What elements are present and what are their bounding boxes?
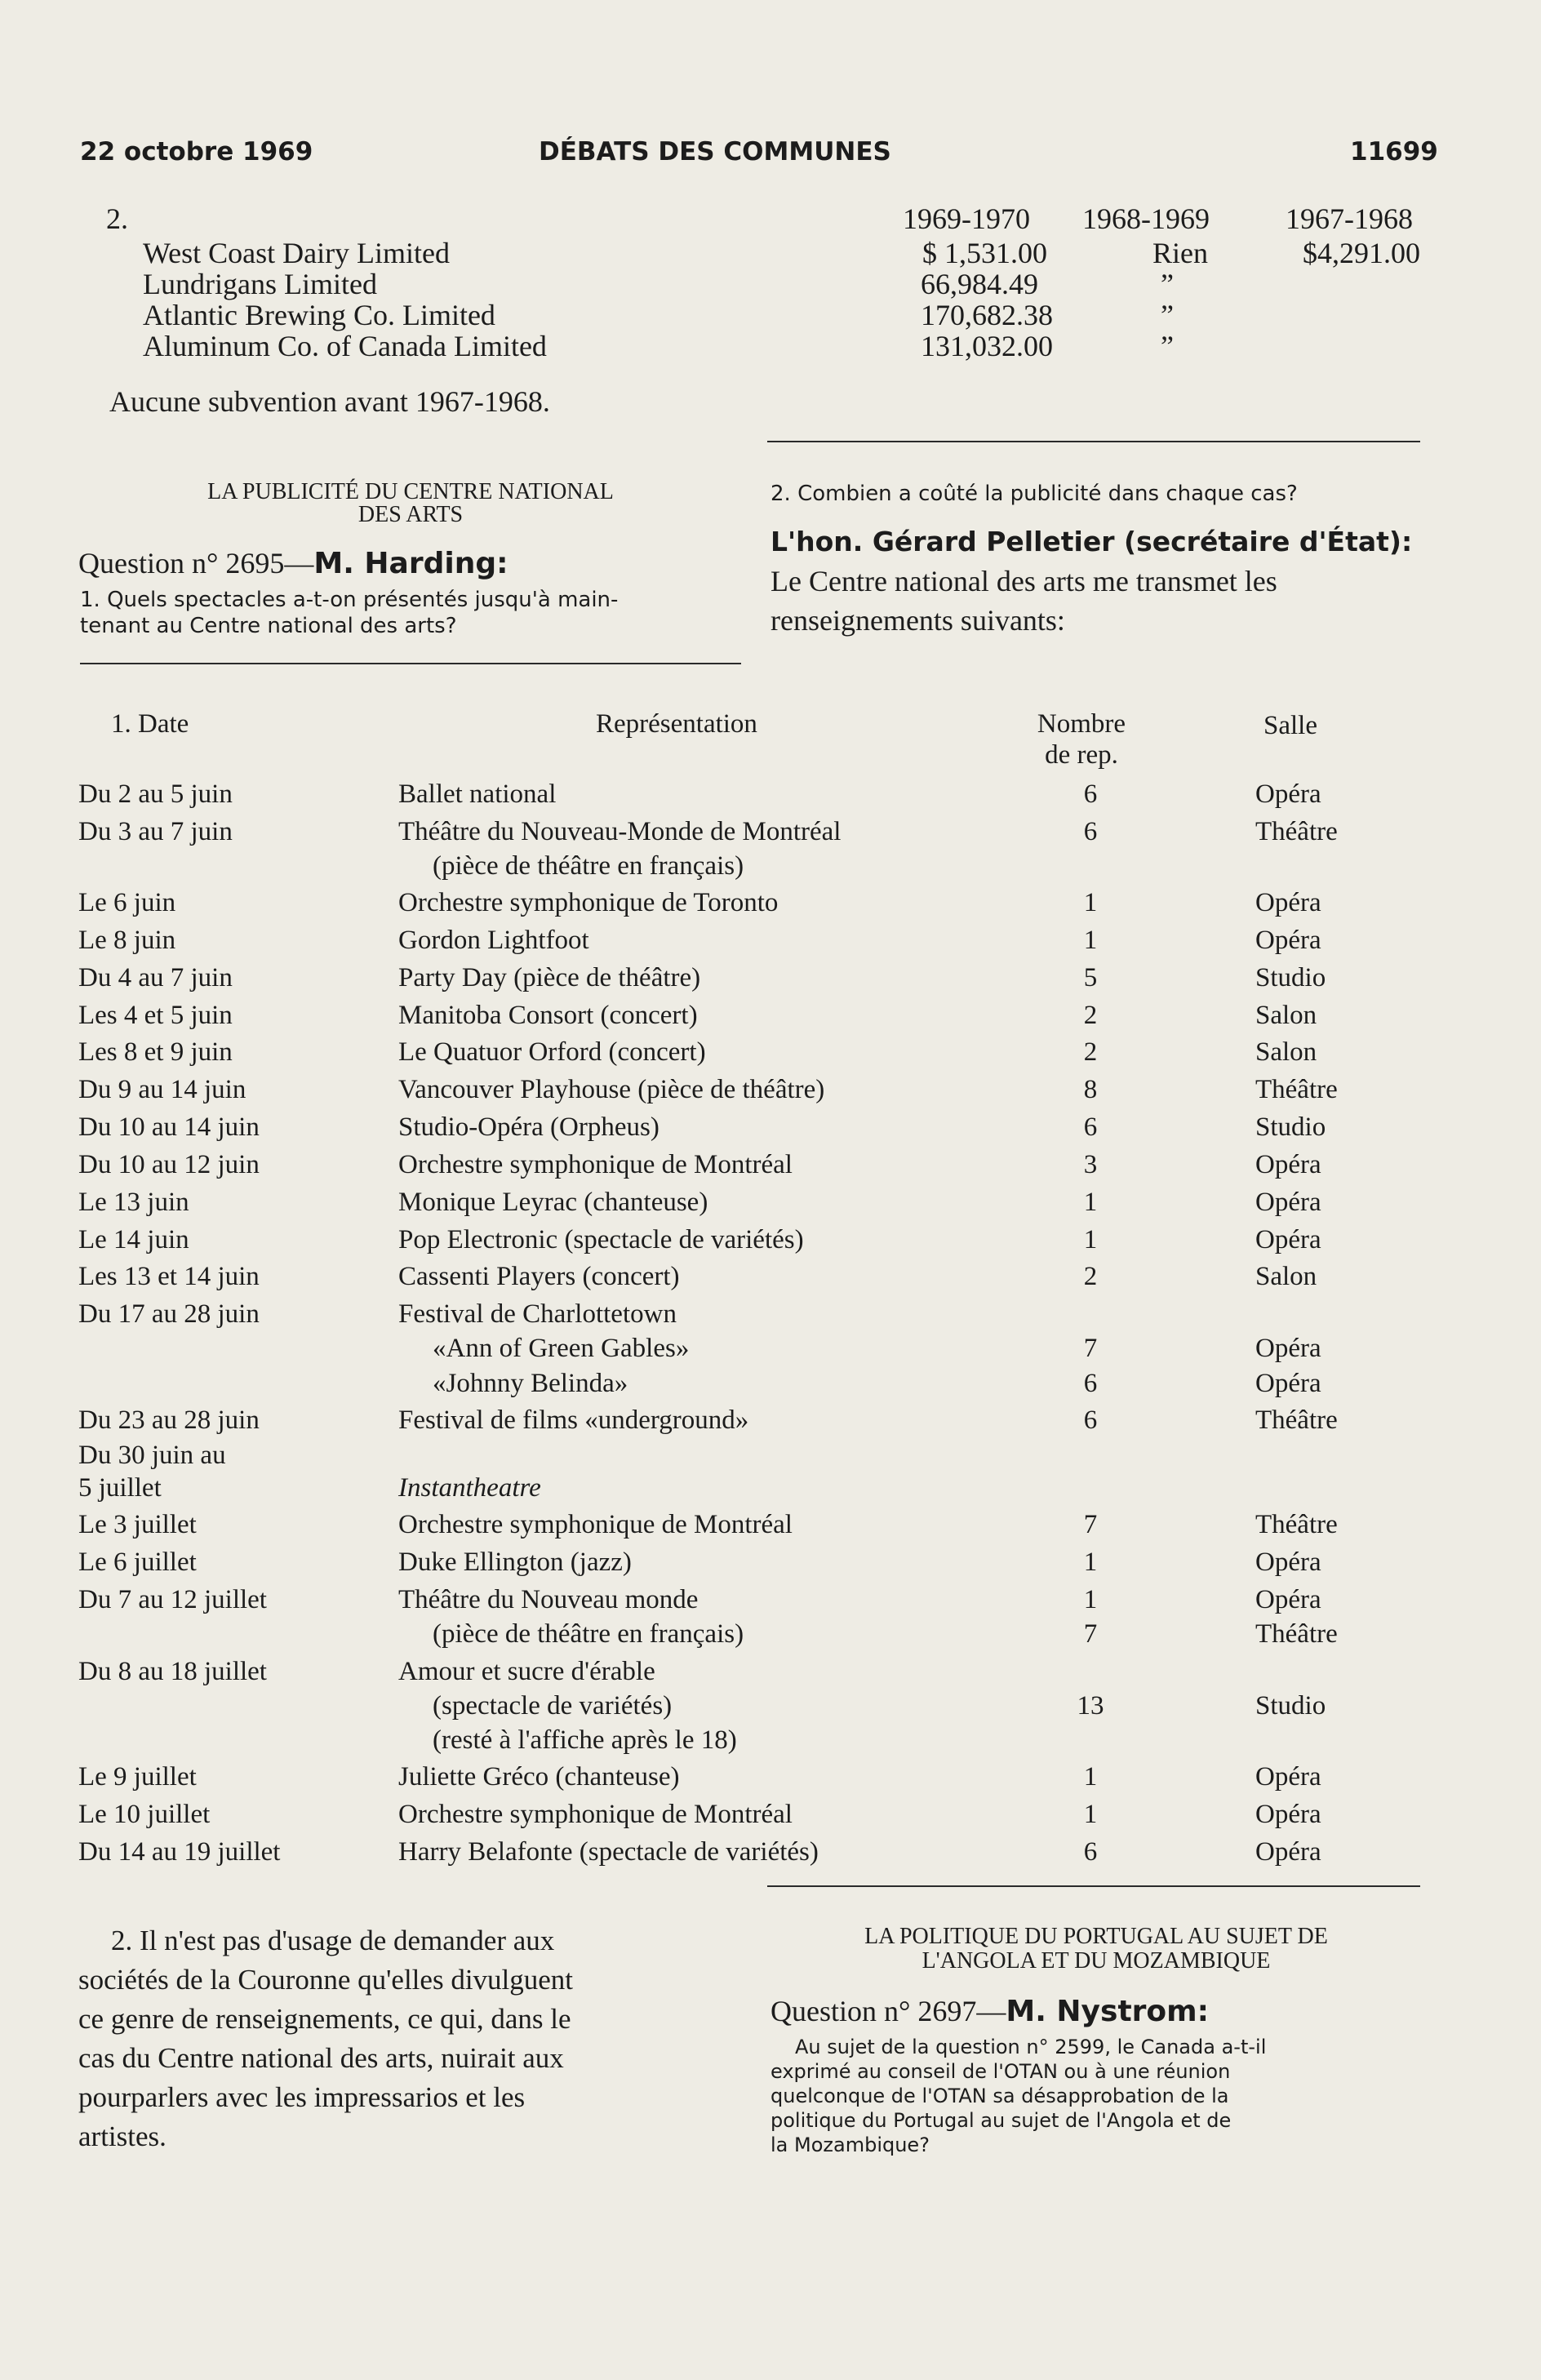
amount-1968: ” xyxy=(1161,268,1174,300)
table-row xyxy=(0,1001,1541,1033)
table-row xyxy=(0,1657,1541,1690)
show-count: 1 xyxy=(1083,1800,1098,1829)
paragraph-line: sociétés de la Couronne qu'elles divulguent xyxy=(78,1964,574,1996)
show-date: Le 8 juin xyxy=(78,926,176,955)
show-hall: Théâtre xyxy=(1255,817,1338,846)
show-count: 6 xyxy=(1083,779,1098,809)
show-title: Festival de Charlottetown xyxy=(398,1299,677,1329)
table-row xyxy=(0,1188,1541,1220)
paragraph-line: artistes. xyxy=(78,2120,167,2152)
table-row xyxy=(0,1441,1541,1473)
table-row xyxy=(0,1691,1541,1724)
question-member: M. Nystrom: xyxy=(1006,1995,1210,2028)
show-title: Orchestre symphonique de Montréal xyxy=(398,1510,793,1539)
show-count: 7 xyxy=(1083,1334,1098,1363)
show-date: Du 7 au 12 juillet xyxy=(78,1585,267,1614)
table-row xyxy=(0,1262,1541,1294)
show-hall: Opéra xyxy=(1255,1188,1321,1217)
paragraph-line: 2. Il n'est pas d'usage de demander aux xyxy=(111,1925,555,1956)
table-row xyxy=(0,1762,1541,1795)
show-count: 1 xyxy=(1083,1547,1098,1577)
show-title: Juliette Gréco (chanteuse) xyxy=(398,1762,680,1792)
show-title: (pièce de théâtre en français) xyxy=(433,1619,744,1649)
section-heading: LA PUBLICITÉ DU CENTRE NATIONAL xyxy=(207,479,614,504)
col-header-count-line2: de rep. xyxy=(1045,740,1118,770)
table-row xyxy=(0,1510,1541,1543)
amount-1967: $4,291.00 xyxy=(1303,237,1420,269)
show-date: Le 6 juin xyxy=(78,888,176,917)
answer-text-cont: renseignements suivants: xyxy=(770,604,1065,637)
paragraph-line: ce genre de renseignements, ce qui, dans le xyxy=(78,2003,571,2035)
show-date: Le 14 juin xyxy=(78,1225,189,1254)
show-hall: Opéra xyxy=(1255,1334,1321,1363)
question-text-line: exprimé au conseil de l'OTAN ou à une réunion xyxy=(770,2060,1231,2083)
section-heading: LA POLITIQUE DU PORTUGAL AU SUJET DE xyxy=(864,1924,1328,1949)
show-count: 1 xyxy=(1083,926,1098,955)
show-date: Du 9 au 14 juin xyxy=(78,1075,246,1104)
show-date: Le 13 juin xyxy=(78,1188,189,1217)
show-count: 1 xyxy=(1083,1762,1098,1792)
show-date: Du 2 au 5 juin xyxy=(78,779,233,809)
table-row xyxy=(0,888,1541,921)
show-title: Cassenti Players (concert) xyxy=(398,1262,680,1291)
table-row xyxy=(0,926,1541,958)
answer-speaker: L'hon. Gérard Pelletier (secrétaire d'État): xyxy=(770,526,1413,557)
show-date: 5 juillet xyxy=(78,1473,162,1503)
show-hall: Opéra xyxy=(1255,926,1321,955)
amount-1968: ” xyxy=(1161,330,1174,362)
show-title: Manitoba Consort (concert) xyxy=(398,1001,698,1030)
table-row xyxy=(0,1037,1541,1070)
company-name: West Coast Dairy Limited xyxy=(143,237,451,269)
show-count: 7 xyxy=(1083,1619,1098,1649)
amount-1968: Rien xyxy=(1152,237,1208,269)
header-page-number: 11699 xyxy=(1350,137,1438,167)
show-hall: Théâtre xyxy=(1255,1075,1338,1104)
table-row xyxy=(0,1585,1541,1618)
show-count: 6 xyxy=(1083,1837,1098,1867)
col-header-count: Nombre xyxy=(1037,709,1126,739)
show-title: Ballet national xyxy=(398,779,557,809)
show-hall: Salon xyxy=(1255,1001,1317,1030)
table-row xyxy=(0,963,1541,996)
show-date: Du 23 au 28 juin xyxy=(78,1405,260,1435)
question-line xyxy=(78,547,508,580)
table-row xyxy=(0,1075,1541,1108)
show-date: Du 3 au 7 juin xyxy=(78,817,233,846)
table-row xyxy=(0,851,1541,884)
show-hall: Studio xyxy=(1255,1112,1326,1142)
show-title: Orchestre symphonique de Montréal xyxy=(398,1150,793,1179)
section-heading-line2: L'ANGOLA ET DU MOZAMBIQUE xyxy=(921,1948,1271,1974)
show-title: Party Day (pièce de théâtre) xyxy=(398,963,701,992)
divider xyxy=(767,441,1420,442)
table-row xyxy=(0,1150,1541,1183)
show-count: 2 xyxy=(1083,1262,1098,1291)
amount-1969: 131,032.00 xyxy=(921,330,1053,362)
show-title: Le Quatuor Orford (concert) xyxy=(398,1037,706,1067)
show-date: Le 10 juillet xyxy=(78,1800,211,1829)
question-text-line: Au sujet de la question n° 2599, le Canada a-t-il xyxy=(795,2036,1267,2058)
show-date: Du 14 au 19 juillet xyxy=(78,1837,281,1867)
section-heading-line2: DES ARTS xyxy=(357,502,464,527)
table-row xyxy=(0,1837,1541,1870)
show-title: «Ann of Green Gables» xyxy=(433,1334,690,1363)
paragraph-line: pourparlers avec les impressarios et les xyxy=(78,2081,526,2113)
show-title: (resté à l'affiche après le 18) xyxy=(433,1725,737,1755)
top-table-header-1967: 1967-1968 xyxy=(1286,202,1413,235)
table-row xyxy=(0,817,1541,850)
show-date: Du 10 au 14 juin xyxy=(78,1112,260,1142)
question-1-cont: tenant au Centre national des arts? xyxy=(80,614,457,638)
show-date: Du 8 au 18 juillet xyxy=(78,1657,267,1686)
show-title: (spectacle de variétés) xyxy=(433,1691,673,1721)
show-count: 6 xyxy=(1083,1369,1098,1398)
show-count: 2 xyxy=(1083,1037,1098,1067)
top-table-header-1969: 1969-1970 xyxy=(903,202,1030,235)
show-title: Monique Leyrac (chanteuse) xyxy=(398,1188,708,1217)
show-title: Duke Ellington (jazz) xyxy=(398,1547,632,1577)
show-count: 1 xyxy=(1083,1585,1098,1614)
table-row xyxy=(0,1473,1541,1506)
table-row xyxy=(0,1369,1541,1401)
table-row xyxy=(0,1112,1541,1145)
table-row xyxy=(0,1299,1541,1332)
show-hall: Opéra xyxy=(1255,1762,1321,1792)
show-count: 1 xyxy=(1083,1188,1098,1217)
amount-1968: ” xyxy=(1161,299,1174,331)
show-date: Du 17 au 28 juin xyxy=(78,1299,260,1329)
show-count: 7 xyxy=(1083,1510,1098,1539)
show-title: Vancouver Playhouse (pièce de théâtre) xyxy=(398,1075,825,1104)
question-text-line: la Mozambique? xyxy=(770,2134,930,2156)
show-hall: Salon xyxy=(1255,1262,1317,1291)
amount-1969: 170,682.38 xyxy=(921,299,1053,331)
show-hall: Opéra xyxy=(1255,1800,1321,1829)
paragraph-line: cas du Centre national des arts, nuirait aux xyxy=(78,2042,564,2074)
col-header-date: 1. Date xyxy=(111,709,189,739)
question-number: Question n° 2697— xyxy=(770,1995,1006,2027)
show-title: Harry Belafonte (spectacle de variétés) xyxy=(398,1837,819,1867)
show-count: 5 xyxy=(1083,963,1098,992)
show-hall: Opéra xyxy=(1255,779,1321,809)
table-row xyxy=(0,1725,1541,1758)
show-date: Le 3 juillet xyxy=(78,1510,197,1539)
show-hall: Opéra xyxy=(1255,1369,1321,1398)
question-text-line: politique du Portugal au sujet de l'Angola et de xyxy=(770,2109,1232,2132)
show-title: Festival de films «underground» xyxy=(398,1405,749,1435)
show-date: Les 13 et 14 juin xyxy=(78,1262,260,1291)
col-header-hall: Salle xyxy=(1263,711,1317,740)
show-date: Le 9 juillet xyxy=(78,1762,197,1792)
top-table-header-1968: 1968-1969 xyxy=(1082,202,1210,235)
question-member: M. Harding: xyxy=(313,547,508,580)
show-hall: Studio xyxy=(1255,963,1326,992)
show-title: Instantheatre xyxy=(398,1473,541,1503)
show-hall: Opéra xyxy=(1255,1585,1321,1614)
table-row xyxy=(0,779,1541,812)
show-count: 2 xyxy=(1083,1001,1098,1030)
table-row xyxy=(0,1619,1541,1652)
show-date: Les 4 et 5 juin xyxy=(78,1001,233,1030)
show-title: Orchestre symphonique de Montréal xyxy=(398,1800,793,1829)
show-title: Gordon Lightfoot xyxy=(398,926,589,955)
show-hall: Théâtre xyxy=(1255,1510,1338,1539)
table-row xyxy=(0,1225,1541,1258)
company-name: Atlantic Brewing Co. Limited xyxy=(143,299,495,331)
table-row xyxy=(0,1800,1541,1832)
question-line xyxy=(770,1995,1209,2028)
show-title: Amour et sucre d'érable xyxy=(398,1657,655,1686)
top-table-number: 2. xyxy=(106,202,128,235)
header-title: DÉBATS DES COMMUNES xyxy=(539,137,891,167)
show-hall: Studio xyxy=(1255,1691,1326,1721)
show-count: 1 xyxy=(1083,1225,1098,1254)
show-title: (pièce de théâtre en français) xyxy=(433,851,744,881)
question-number: Question n° 2695— xyxy=(78,547,314,579)
show-count: 6 xyxy=(1083,1112,1098,1142)
show-date: Du 4 au 7 juin xyxy=(78,963,233,992)
amount-1969: $ 1,531.00 xyxy=(922,237,1047,269)
show-date: Du 10 au 12 juin xyxy=(78,1150,260,1179)
subsidy-note: Aucune subvention avant 1967-1968. xyxy=(109,385,550,418)
table-row xyxy=(0,1405,1541,1438)
table-row xyxy=(0,1334,1541,1366)
question-text-line: quelconque de l'OTAN sa désapprobation de la xyxy=(770,2085,1229,2107)
table-row xyxy=(0,1547,1541,1580)
show-hall: Opéra xyxy=(1255,1547,1321,1577)
show-hall: Théâtre xyxy=(1255,1619,1338,1649)
show-hall: Salon xyxy=(1255,1037,1317,1067)
show-title: Studio-Opéra (Orpheus) xyxy=(398,1112,659,1142)
show-title: Théâtre du Nouveau monde xyxy=(398,1585,699,1614)
show-date: Du 30 juin au xyxy=(78,1441,226,1470)
company-name: Aluminum Co. of Canada Limited xyxy=(143,330,547,362)
answer-text: Le Centre national des arts me transmet les xyxy=(770,565,1277,597)
show-count: 13 xyxy=(1077,1691,1104,1721)
divider xyxy=(80,663,741,664)
show-count: 8 xyxy=(1083,1075,1098,1104)
show-count: 6 xyxy=(1083,817,1098,846)
show-title: Pop Electronic (spectacle de variétés) xyxy=(398,1225,804,1254)
show-count: 6 xyxy=(1083,1405,1098,1435)
show-count: 3 xyxy=(1083,1150,1098,1179)
show-hall: Opéra xyxy=(1255,1837,1321,1867)
company-name: Lundrigans Limited xyxy=(143,268,377,300)
show-title: Théâtre du Nouveau-Monde de Montréal xyxy=(398,817,842,846)
show-hall: Théâtre xyxy=(1255,1405,1338,1435)
show-hall: Opéra xyxy=(1255,888,1321,917)
col-header-show: Représentation xyxy=(596,709,757,739)
divider xyxy=(767,1885,1420,1887)
show-hall: Opéra xyxy=(1255,1225,1321,1254)
header-date: 22 octobre 1969 xyxy=(80,137,313,167)
show-count: 1 xyxy=(1083,888,1098,917)
show-title: Orchestre symphonique de Toronto xyxy=(398,888,779,917)
amount-1969: 66,984.49 xyxy=(921,268,1038,300)
show-date: Le 6 juillet xyxy=(78,1547,197,1577)
show-date: Les 8 et 9 juin xyxy=(78,1037,233,1067)
show-hall: Opéra xyxy=(1255,1150,1321,1179)
show-title: «Johnny Belinda» xyxy=(433,1369,628,1398)
question-1: 1. Quels spectacles a-t-on présentés jusqu'à main- xyxy=(80,588,619,612)
question-2: 2. Combien a coûté la publicité dans chaque cas? xyxy=(770,482,1298,506)
